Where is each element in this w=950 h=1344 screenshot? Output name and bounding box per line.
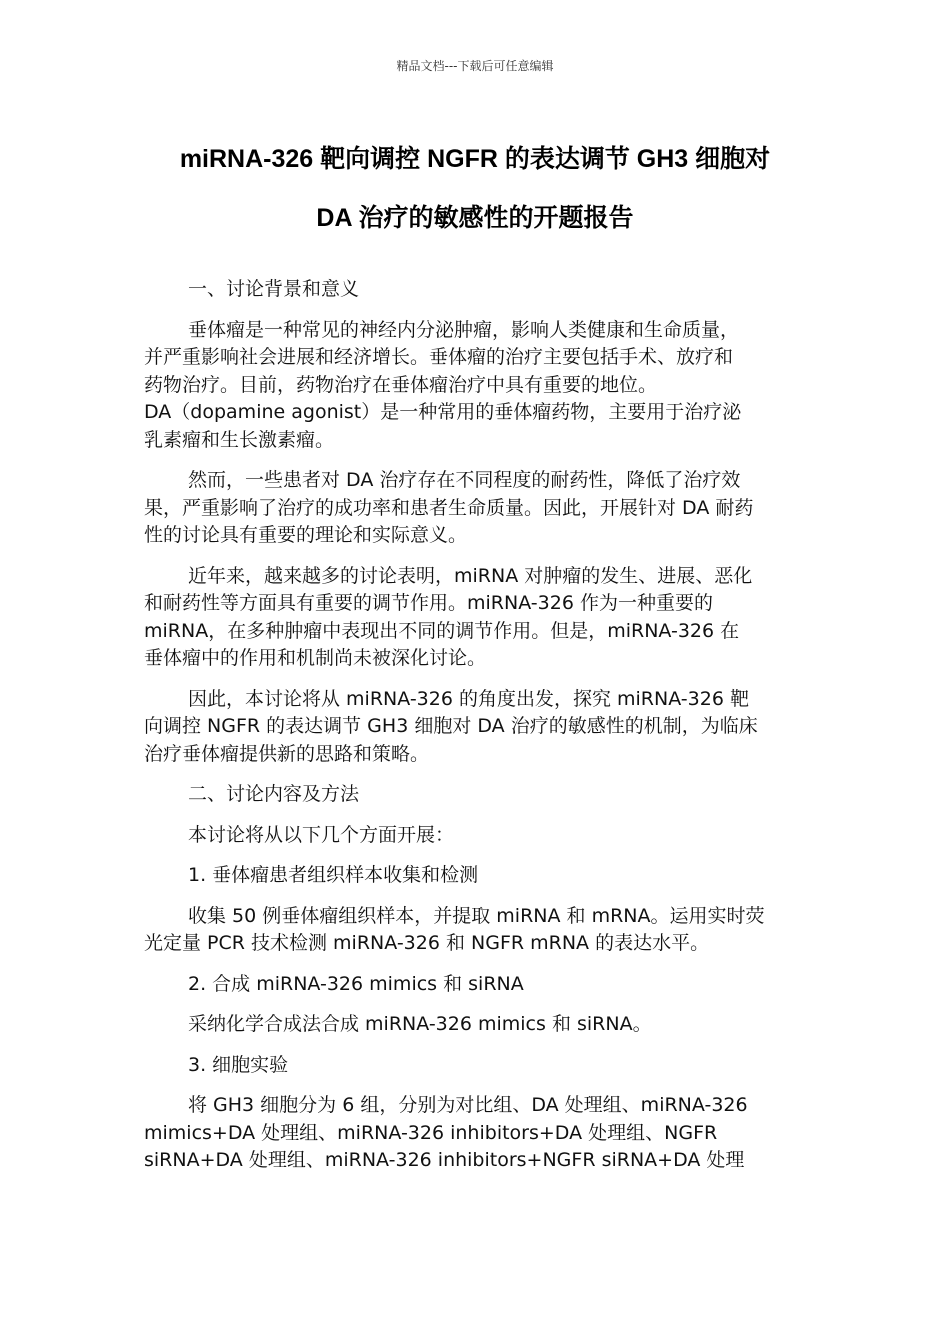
paragraph-line: 本讨论将从以下几个方面开展：	[188, 823, 455, 846]
paragraph-line: 近年来，越来越多的讨论表明，miRNA 对肿瘤的发生、进展、恶化	[188, 564, 753, 587]
paragraph	[144, 686, 808, 769]
paragraph-line: 药物治疗。目前，药物治疗在垂体瘤治疗中具有重要的地位。	[144, 373, 658, 396]
paragraph	[144, 317, 808, 455]
paragraph	[144, 1011, 808, 1039]
paragraph-line: 1. 垂体瘤患者组织样本收集和检测	[188, 864, 479, 886]
header-note: 精品文档---下载后可任意编辑	[396, 59, 554, 73]
paragraph-line: mimics+DA 处理组、miRNA-326 inhibitors+DA 处理组、NGFR	[144, 1121, 718, 1144]
paragraph-line: 垂体瘤中的作用和机制尚未被深化讨论。	[144, 647, 487, 669]
paragraph-line: DA（dopamine agonist）是一种常用的垂体瘤药物，主要用于治疗泌	[144, 401, 742, 423]
paragraph-line: 和耐药性等方面具有重要的调节作用。miRNA-326 作为一种重要的	[144, 592, 713, 614]
paragraph	[144, 862, 808, 890]
paragraph-line: 将 GH3 细胞分为 6 组，分别为对比组、DA 处理组、miRNA-326	[188, 1094, 748, 1116]
paragraph	[144, 276, 808, 304]
paragraph	[144, 781, 808, 809]
paragraph-line: 向调控 NGFR 的表达调节 GH3 细胞对 DA 治疗的敏感性的机制，为临床	[144, 715, 758, 737]
paragraph-line: 光定量 PCR 技术检测 miRNA-326 和 NGFR mRNA 的表达水平。	[144, 932, 710, 954]
document-body	[144, 276, 808, 1188]
paragraph-line: 并严重影响社会进展和经济增长。垂体瘤的治疗主要包括手术、放疗和	[144, 346, 734, 368]
paragraph-line: 采纳化学合成法合成 miRNA-326 mimics 和 siRNA。	[188, 1013, 652, 1035]
paragraph	[144, 971, 808, 999]
paragraph	[144, 563, 808, 673]
paragraph-line: 收集 50 例垂体瘤组织样本，并提取 miRNA 和 mRNA。运用实时荧	[188, 904, 765, 927]
paragraph	[144, 822, 808, 850]
paragraph-line: 垂体瘤是一种常见的神经内分泌肿瘤，影响人类健康和生命质量，	[188, 318, 740, 341]
paragraph-line: 二、讨论内容及方法	[188, 783, 360, 805]
paragraph-line: 乳素瘤和生长激素瘤。	[144, 428, 335, 451]
paragraph-line: 2. 合成 miRNA-326 mimics 和 siRNA	[188, 972, 524, 995]
document-title-line-1: miRNA-326 靶向调控 NGFR 的表达调节 GH3 细胞对	[179, 145, 771, 173]
paragraph-line: 治疗垂体瘤提供新的思路和策略。	[144, 742, 430, 765]
paragraph	[144, 903, 808, 958]
paragraph-line: 3. 细胞实验	[188, 1053, 289, 1076]
paragraph	[144, 467, 808, 550]
paragraph-line: 一、讨论背景和意义	[188, 278, 360, 300]
paragraph-line: 然而，一些患者对 DA 治疗存在不同程度的耐药性，降低了治疗效	[188, 469, 741, 491]
paragraph-line: 果，严重影响了治疗的成功率和患者生命质量。因此，开展针对 DA 耐药	[144, 496, 754, 519]
paragraph-line: siRNA+DA 处理组、miRNA-326 inhibitors+NGFR siRNA+DA 处理	[144, 1149, 745, 1171]
paragraph-line: 因此，本讨论将从 miRNA-326 的角度出发，探究 miRNA-326 靶	[188, 687, 749, 710]
paragraph-line: miRNA，在多种肿瘤中表现出不同的调节作用。但是，miRNA-326 在	[144, 619, 740, 642]
paragraph	[144, 1092, 808, 1175]
paragraph	[144, 1052, 808, 1080]
paragraph-line: 性的讨论具有重要的理论和实际意义。	[144, 524, 468, 546]
document-title-line-2: DA 治疗的敏感性的开题报告	[316, 204, 634, 232]
